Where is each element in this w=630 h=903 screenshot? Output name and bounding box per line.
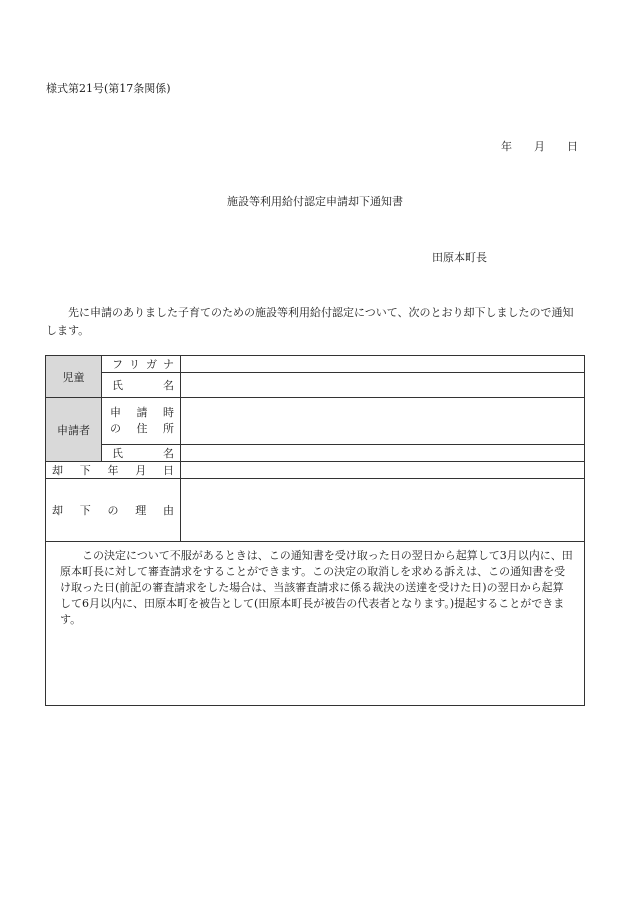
applicant-address-field[interactable]: [181, 398, 585, 445]
furigana-label: フ リ ガ ナ: [102, 356, 181, 373]
applicant-name-field[interactable]: [181, 445, 585, 462]
date-day: 日: [567, 140, 578, 153]
child-name-label: 氏 名: [102, 373, 181, 398]
rejection-reason-field[interactable]: [181, 479, 585, 542]
rejection-reason-label: 却 下 の 理 由: [46, 479, 181, 542]
intro-paragraph: 先に申請のありました子育てのための施設等利用給付認定について、次のとおり却下しましたので通知します。: [46, 306, 574, 337]
form-number: 様式第21号(第17条関係): [46, 82, 171, 95]
child-label: 児童: [46, 356, 102, 398]
document-title: 施設等利用給付認定申請却下通知書: [227, 195, 403, 208]
child-furigana-field[interactable]: [181, 356, 585, 373]
issuer-name: 田原本町長: [432, 251, 487, 264]
date-year: 年: [501, 140, 512, 153]
child-name-field[interactable]: [181, 373, 585, 398]
appeal-notice: この決定について不服があるときは、この通知書を受け取った日の翌日から起算して3月以内に、田原本町長に対して審査請求をすることができます。この決定の取消しを求める訴えは、この通知書を受け取った日(前記の審査請求をした場合は、当該審査請求に係る裁決の送達を受けた日)の翌日から起算して6月以内に、田原本町を被告として(田原本町長が被告の代表者となります。)提起することができます。: [46, 542, 585, 706]
date-month: 月: [534, 140, 545, 153]
rejection-date-field[interactable]: [181, 462, 585, 479]
applicant-name-label: 氏 名: [102, 445, 181, 462]
date-line: [501, 138, 578, 154]
address-label: 申 請 時 の 住 所: [102, 398, 181, 445]
rejection-date-label: 却 下 年 月 日: [46, 462, 181, 479]
rejection-form-table: [45, 355, 585, 706]
applicant-label: 申請者: [46, 398, 102, 462]
